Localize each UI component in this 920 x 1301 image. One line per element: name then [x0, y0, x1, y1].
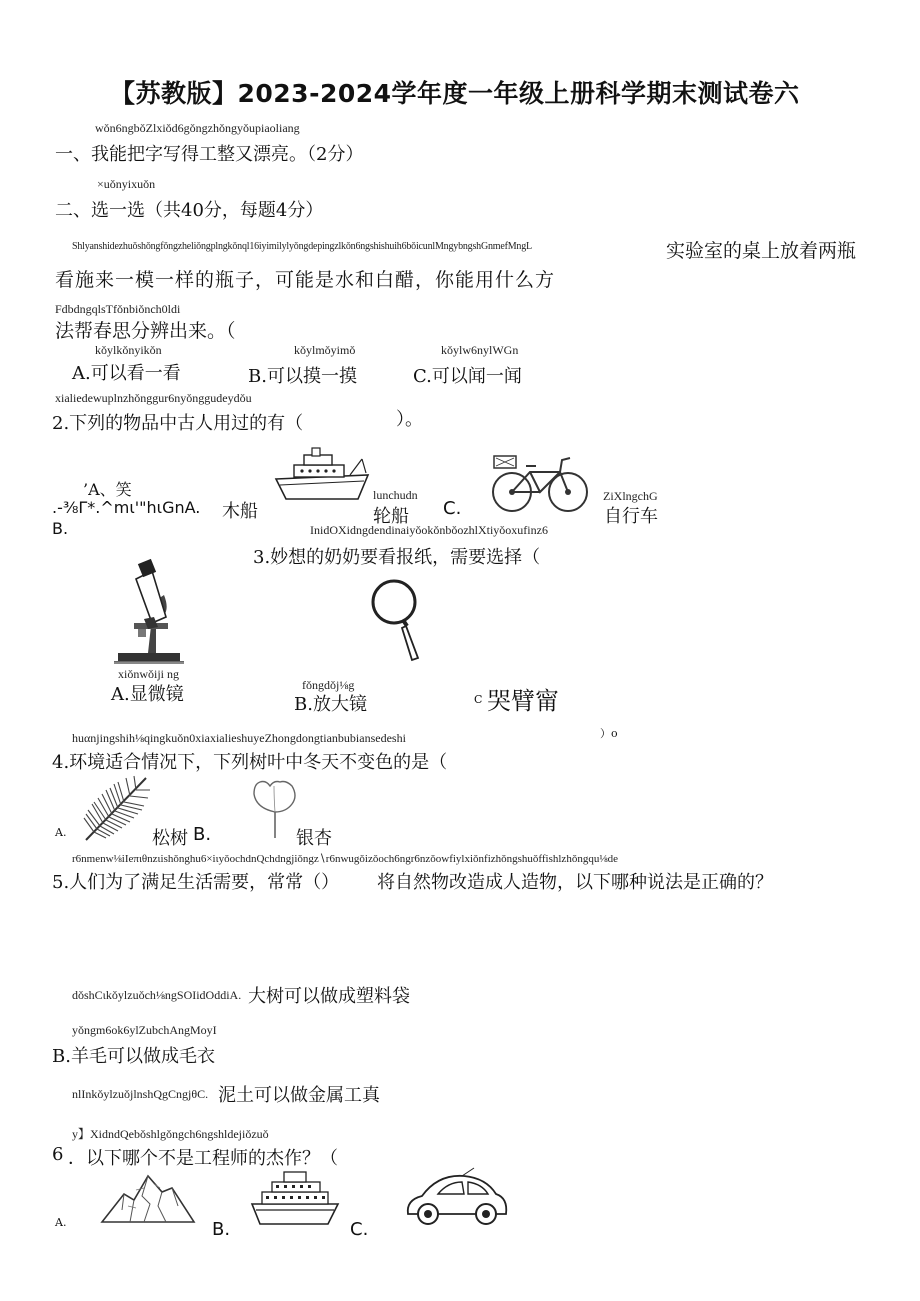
q3-text: 3.妙想的奶奶要看报纸，需要选择（ — [253, 547, 541, 568]
q4-optB-label: B. — [193, 824, 212, 845]
page-title: 【苏教版】2023-2024学年度一年级上册科学期末测试卷六 — [110, 79, 800, 108]
q6-optA-label[interactable]: A. — [55, 1216, 67, 1229]
q5-optC-pinyin: nlInkǒylzuǒjlnshQgCngjθC. — [72, 1087, 209, 1101]
ship-icon — [272, 447, 372, 505]
q1-text-line1: 实验室的桌上放着两瓶 — [666, 240, 857, 262]
q3-optA-pinyin: xiǒnwǒiji ng — [118, 667, 180, 681]
q2-garbled-text: .-⅜Γ*.^mι'"hιGnA. — [52, 498, 201, 517]
q1-option-b[interactable]: B.可以摸一摸 — [248, 366, 357, 387]
section1-heading: 一、我能把字写得工整又漂亮。（2分） — [55, 144, 364, 165]
q2-option-b[interactable]: 轮船 — [373, 506, 409, 527]
q5-option-b[interactable]: B.羊毛可以做成毛衣 — [52, 1046, 215, 1067]
q6-optC-label[interactable]: C. — [350, 1219, 369, 1240]
q1-optC-pinyin: kǒylw6nylWGn — [441, 343, 519, 357]
q6-optB-label[interactable]: B. — [212, 1219, 231, 1240]
q4-option-b[interactable]: 银杏 — [296, 828, 332, 849]
q6-pinyin: y】XidndQebǒshlgǒngch6ngshldejiǒzuǒ — [72, 1127, 269, 1141]
q5-text-a: 5.人们为了满足生活需要，常常（） — [52, 872, 340, 893]
cruise-ship-icon — [250, 1168, 340, 1226]
car-icon — [402, 1170, 512, 1228]
q3-optB-pinyin: fǒngdǒj⅛g — [302, 678, 355, 692]
q6-text: ．以下哪个不是工程师的杰作？（ — [68, 1148, 338, 1169]
q2-option-a[interactable]: 木船 — [222, 501, 258, 522]
pine-leaf-icon — [80, 774, 152, 842]
q1-optA-pinyin: kǒylkǒnyikǒn — [95, 343, 162, 357]
q5-option-c[interactable]: 泥土可以做金属工真 — [218, 1085, 380, 1106]
q3-option-c[interactable]: 哭臂甯 — [487, 687, 559, 715]
q2-optA-label: ’A、笑 — [83, 480, 132, 499]
q5-optA-pinyin: dǒshCιkǒylzuǒch⅛ngSOIidOddiA. — [72, 988, 242, 1002]
q3-end: ）o — [600, 727, 618, 740]
mountain-icon — [100, 1170, 196, 1224]
q3-option-b[interactable]: B.放大镜 — [294, 694, 367, 715]
q1-text-line3: 法帮春思分辨出来。（ — [55, 320, 236, 342]
q4-text: 4.环境适合情况下，下列树叶中冬天不变色的是（ — [52, 752, 448, 773]
q3-option-a[interactable]: A.显微镜 — [111, 684, 184, 705]
section2-heading: 二、选一选（共40分，每题4分） — [55, 200, 324, 221]
q2-pinyin: xialiedewuplnzhǒnggur6nyǒnggudeydǒu — [55, 391, 252, 405]
q5-pinyin: r6nmenw⅛iIeπιθnzιishǒnghu6×iιyǒochdnQchdngjiǒngz∖r6nwugǒizǒoch6ngr6nzǒowfiylxiǒnfizhǒngshuǒffishlzhǒngqu⅛de — [72, 853, 618, 865]
q2-text: 2.下列的物品中古人用过的有（ — [52, 413, 304, 434]
microscope-icon — [114, 559, 184, 665]
q3-optC-label: C — [474, 693, 483, 706]
q5-text-b: 将自然物改造成人造物，以下哪种说法是正确的？ — [377, 872, 773, 893]
q5-option-a[interactable]: 大树可以做成塑料袋 — [248, 986, 410, 1007]
magnifier-icon — [370, 578, 422, 662]
q5-optB-pinyin: yǒngm6ok6ylZubchAngMoyI — [72, 1023, 217, 1037]
q1-optB-pinyin: kǒylmǒyimǒ — [294, 343, 356, 357]
q2-option-c[interactable]: 自行车 — [604, 506, 658, 527]
q1-text-line2: 看施来一模一样的瓶子，可能是水和白醋，你能用什么方 — [55, 269, 556, 291]
q4-option-a[interactable]: 松树 — [152, 828, 188, 849]
q4-optA-label: A. — [55, 826, 67, 839]
section2-pinyin: ×uǒnyixuǒn — [97, 177, 156, 191]
q2-optC-pinyin: ZiXlngchG — [603, 489, 658, 503]
section1-pinyin: wǒn6ngbǒZlxiǒd6gǒngzhǒngyǒupiaoliang — [95, 121, 300, 135]
q2-optC-label: C. — [443, 498, 462, 519]
q2-optB-pinyin: lunchudn — [373, 488, 418, 502]
q1-pinyin-line1: Shlyanshidezhuǒshǒngfǒngzheliǒngplngkǒnql16iyimilylyǒngdepingzlkǒn6ngshishuih6bǒicunlMngybngshGnmefMngL — [72, 241, 532, 252]
q1-option-a[interactable]: A.可以看一看 — [72, 363, 181, 384]
q2-end: ）。 — [396, 409, 423, 430]
q4-pinyin: huαnjingshih⅛qingkuǒn0xiaxialieshuyeZhongdongtianbubiansedeshi — [72, 731, 406, 745]
q1-pinyin-line3: FdbdngqlsTfǒnbiǒnch0ldi — [55, 302, 181, 316]
q6-number: 6 — [52, 1144, 64, 1165]
ginkgo-leaf-icon — [250, 778, 300, 840]
q3-pinyin: InidOXidngdendinaiyǒokǒnbǒozhlXtiyǒoxufinz6 — [310, 523, 548, 537]
q1-option-c[interactable]: C.可以闻一闻 — [413, 366, 522, 387]
bicycle-icon — [490, 450, 590, 516]
q2-optB-label: B. — [52, 519, 69, 538]
q2-answer-blank[interactable] — [303, 427, 389, 428]
